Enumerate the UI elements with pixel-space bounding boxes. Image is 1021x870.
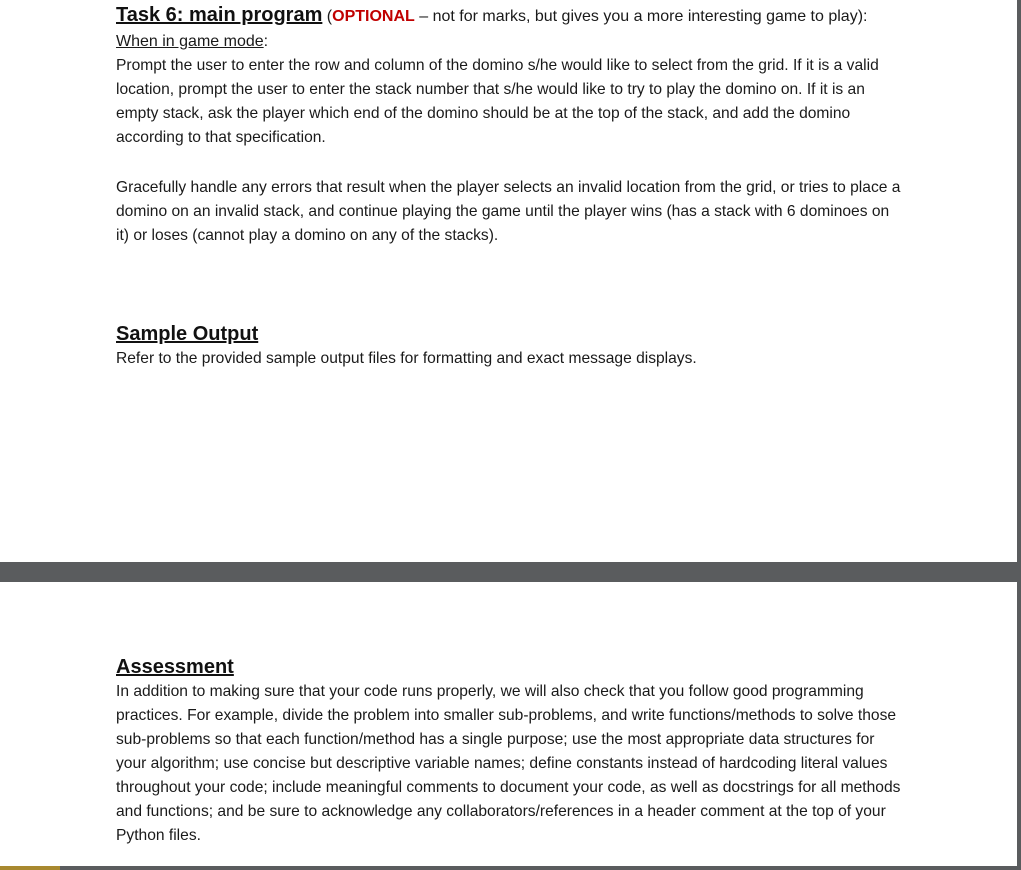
task6-heading-rest: – not for marks, but gives you a more interesting game to play): (414, 8, 868, 25)
game-mode-line (116, 30, 906, 54)
document-page-2 (0, 582, 1017, 870)
sample-output-section (116, 321, 906, 371)
viewer-right-edge (1017, 0, 1021, 870)
task6-open-paren: ( (322, 8, 333, 25)
task6-paragraph-1: Prompt the user to enter the row and column of the domino s/he would like to select from the grid. If it is a valid location, prompt the user to enter the stack number that s/he would like to try to play the domino on. If it is an empty stack, ask the player which end of the domino should be at the top of the stack, and add the domino according to that specification. (116, 57, 879, 146)
task6-section (116, 2, 906, 248)
viewer-bottom-strip (0, 866, 1017, 870)
assessment-heading: Assessment (116, 656, 234, 678)
task6-paragraph-2: Gracefully handle any errors that result when the player selects an invalid location from the grid, or tries to place a domino on an invalid stack, and continue playing the game until the player wins (has a stack with 6 dominoes on it) or loses (cannot play a domino on any of the stacks). (116, 179, 901, 244)
sample-output-heading: Sample Output (116, 323, 259, 345)
sample-output-text: Refer to the provided sample output files for formatting and exact message displays. (116, 350, 697, 367)
task6-heading-line (116, 2, 906, 30)
optional-label: OPTIONAL (332, 8, 415, 25)
task6-heading: Task 6: main program (116, 4, 323, 26)
assessment-text: In addition to making sure that your code runs properly, we will also check that you follow good programming practices. For example, divide the problem into smaller sub-problems, and write functions/methods to solve those sub-problems so that each function/method has a single purpose; use the most appropriate data structures for your algorithm; use concise but descriptive variable names; define constants instead of hardcoding literal values throughout your code; include meaningful comments to document your code, as well as docstrings for all methods and functions; and be sure to acknowledge any collaborators/references in a header comment at the top of your Python files. (116, 683, 901, 844)
assessment-section (116, 654, 906, 848)
game-mode-colon: : (263, 33, 269, 50)
game-mode-label: When in game mode (116, 33, 264, 50)
bottom-accent (0, 866, 60, 870)
